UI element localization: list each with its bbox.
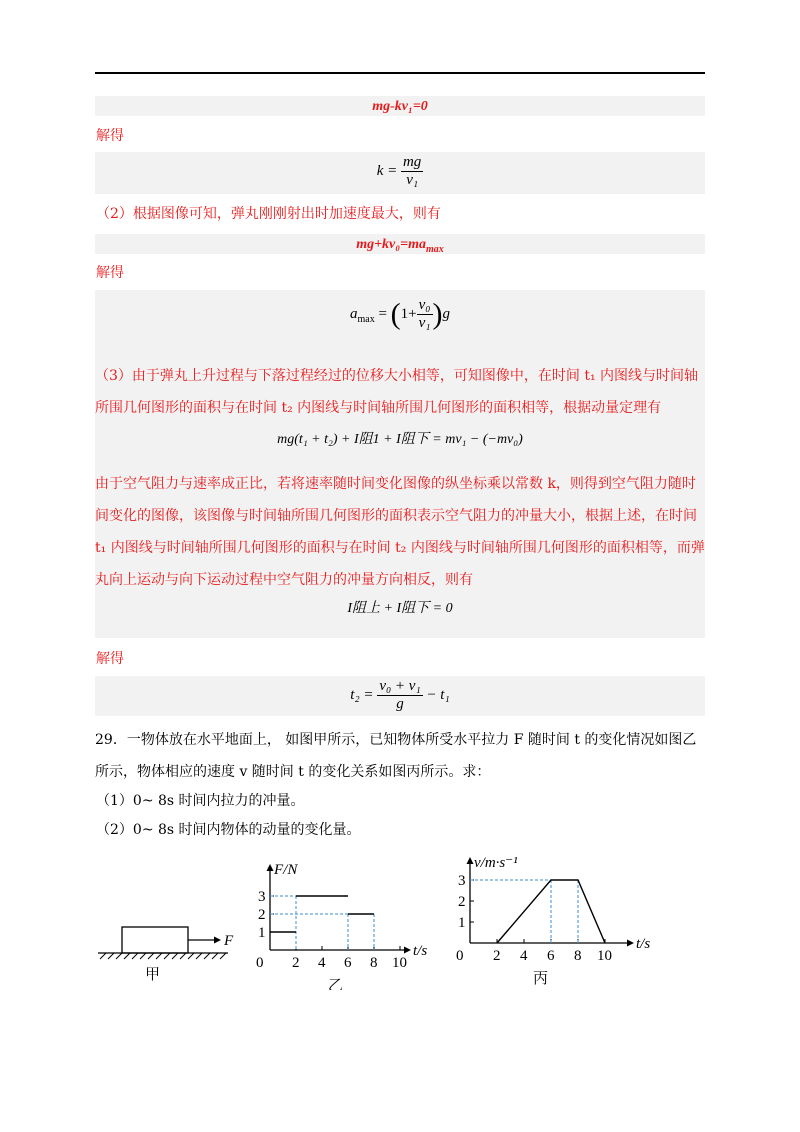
y-tick-label: 2: [258, 907, 266, 923]
eq-t2-tail: − t₁: [426, 686, 450, 703]
eq-t2-den: g: [396, 696, 404, 712]
ground-hatch: [100, 953, 226, 959]
eq-k-frac: [401, 154, 423, 189]
x-axis-arrowhead: [404, 947, 411, 954]
y-axis-arrowhead: [467, 857, 474, 864]
x-axis-label: t/s: [636, 936, 651, 952]
y-axis-label: v/m·s⁻¹: [474, 855, 518, 871]
solve-label-3: 解得: [96, 651, 124, 667]
eq-k: [95, 154, 705, 189]
y-tick-label: 3: [258, 889, 266, 905]
y-tick-label: 2: [458, 894, 466, 910]
y-tick-label: 1: [258, 925, 266, 941]
force-arrowhead: [214, 937, 221, 944]
eq-amax-eq: =: [378, 305, 387, 322]
part3-body: 由于空气阻力与速率成正比，若将速率随时间变化图像的纵坐标乘以常数 k，则得到空气阻力随时间变化的图像，该图像与时间轴所围几何图形的面积表示空气阻力的冲量大小，根据上述，在时间 t₁ 内图线与时间轴所围几何图形的面积与在时间 t₂ 内图线与时间轴所围几何图形的面积相等，而弹丸向上运动与向下运动过程中空气阻力的冲量方向相反，则有: [95, 476, 705, 588]
eq-impulse-sum: I阻上 + I阻下 = 0: [347, 601, 453, 616]
eq-amax-lparen: (: [390, 297, 401, 331]
eq-amax: [95, 297, 705, 332]
block: [122, 927, 188, 953]
y-tick-label: 3: [458, 873, 466, 889]
eq-max-main: mg+kv₀=ma: [356, 237, 427, 252]
eq-amax-frac: [417, 297, 433, 332]
chart-velocity-time: [450, 848, 670, 988]
y-axis-arrowhead: [267, 864, 274, 871]
eq-momentum: mg(t₁ + t₂) + I阻1 + I阻下 = mv₁ − (−mv₀): [277, 432, 523, 447]
eq-amax-one: 1+: [400, 305, 417, 322]
x-axis-arrowhead: [627, 940, 634, 947]
part2-intro: （2）根据图像可知，弹丸刚刚射出时加速度最大，则有: [96, 206, 441, 222]
y-tick-label: 1: [458, 915, 466, 931]
eq-k-den: v₁: [406, 172, 419, 188]
y-axis-label: F/N: [274, 862, 298, 878]
x-axis-label: t/s: [413, 943, 428, 959]
x-tick-label: 10: [597, 948, 612, 964]
eq-t2: [95, 678, 705, 713]
eq-amax-g: g: [442, 305, 451, 322]
eq-amax-rparen: ): [432, 297, 443, 331]
q29-sub2: （2）0~ 8s 时间内物体的动量的变化量。: [96, 822, 361, 838]
eq-balance: mg-kv₁=0: [372, 99, 428, 114]
x-tick-label: 4: [318, 955, 326, 971]
q29-text: 29．一物体放在水平地面上， 如图甲所示，已知物体所受水平拉力 F 随时间 t 的变化情况如图乙所示，物体相应的速度 v 随时间 t 的变化关系如图丙所示。求：: [95, 732, 697, 780]
eq-k-lhs: k =: [376, 162, 398, 179]
header-rule: [95, 72, 705, 74]
x-tick-label: 6: [547, 948, 555, 964]
eq-amax-lhs-sub: max: [357, 313, 375, 325]
eq-k-num: mg: [402, 154, 422, 170]
x-tick-label: 0: [456, 948, 464, 964]
x-tick-label: 2: [292, 955, 300, 971]
eq-max: [95, 237, 705, 253]
x-tick-label: 10: [392, 955, 407, 971]
solve-label-2: 解得: [96, 265, 124, 281]
eq-t2-num: v₀ + v₁: [379, 678, 421, 694]
q29-sub1: （1）0~ 8s 时间内拉力的冲量。: [96, 793, 305, 809]
chart-force-time: [255, 860, 445, 990]
solve-label-1: 解得: [96, 128, 124, 144]
eq-max-sub: max: [426, 243, 444, 255]
eq-amax-den: v₁: [418, 315, 431, 331]
eq-t2-frac: [377, 678, 422, 713]
eq-t2-lhs: t₂ =: [350, 686, 374, 703]
caption: 乙: [328, 978, 344, 990]
part3-intro: （3）由于弹丸上升过程与下落过程经过的位移大小相等，可知图像中，在时间 t₁ 内图线与时间轴所围几何图形的面积与在时间 t₂ 内图线与时间轴所围几何图形的面积相等，根据动量定理有: [95, 368, 699, 416]
caption: 丙: [533, 971, 549, 987]
x-tick-label: 4: [520, 948, 528, 964]
x-tick-label: 2: [493, 948, 501, 964]
x-tick-label: 6: [344, 955, 352, 971]
caption-jia: 甲: [145, 967, 161, 983]
x-tick-label: 8: [370, 955, 378, 971]
eq-amax-lhs: a: [349, 305, 358, 322]
eq-amax-num: v₀: [418, 297, 431, 313]
x-tick-label: 0: [256, 955, 264, 971]
figure-jia: [95, 915, 245, 985]
force-label: F: [224, 933, 234, 949]
x-tick-label: 8: [574, 948, 582, 964]
